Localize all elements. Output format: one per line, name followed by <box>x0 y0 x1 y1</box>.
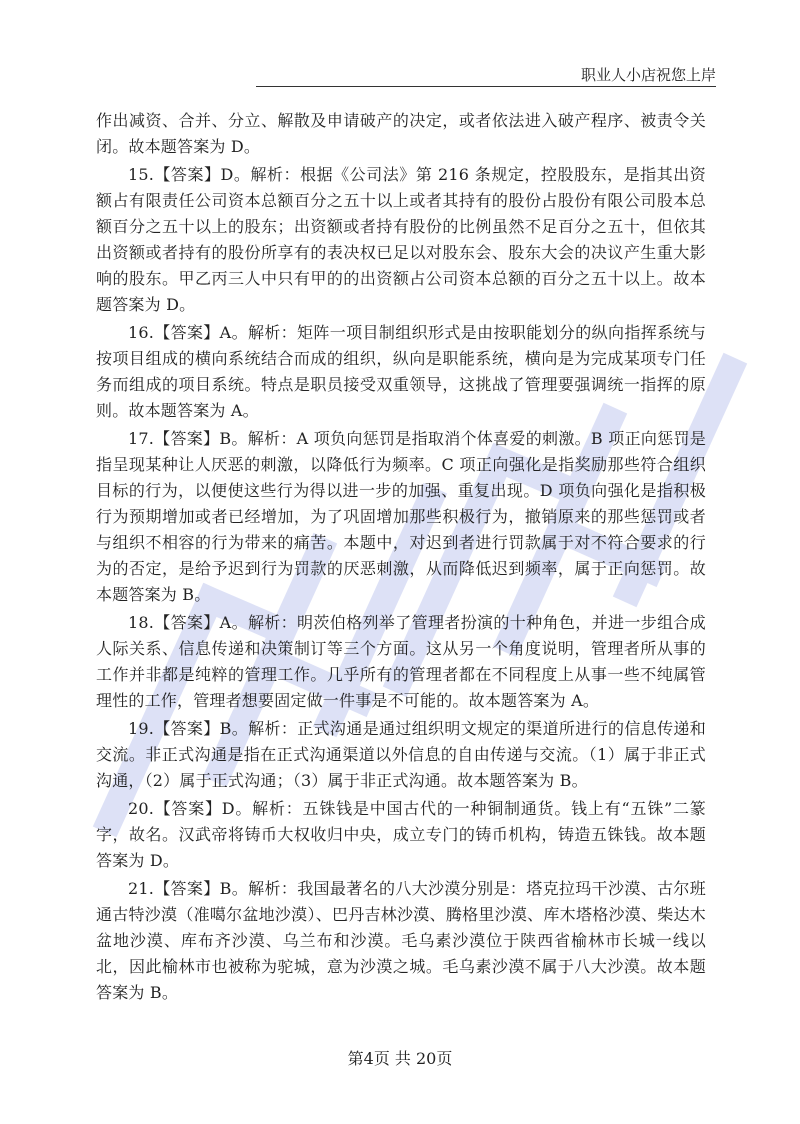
answer-21: 21.【答案】B。解析：我国最著名的八大沙漠分别是：塔克拉玛干沙漠、古尔班通古特沙漠（准噶尔盆地沙漠）、巴丹吉林沙漠、腾格里沙漠、库木塔格沙漠、柴达木盆地沙漠、库布齐沙漠、乌兰布和沙漠。毛乌素沙漠位于陕西省榆林市长城一线以北，因此榆林市也被称为驼城，意为沙漠之城。毛乌素沙漠不属于八大沙漠。故本题答案为 B。 <box>96 879 706 1002</box>
header-title: 职业人小店祝您上岸 <box>580 66 716 84</box>
answer-20: 20.【答案】D。解析：五铢钱是中国古代的一种铜制通货。钱上有“五铢”二篆字，故名。汉武帝将铸币大权收归中央，成立专门的铸币机构，铸造五铢钱。故本题答案为 D。 <box>96 799 706 870</box>
answer-content <box>96 108 706 1008</box>
answer-16: 16.【答案】A。解析：矩阵一项目制组织形式是由按职能划分的纵向指挥系统与按项目组成的横向系统结合而成的组织，纵向是职能系统，横向是为完成某项专门任务而组成的项目系统。特点是职员接受双重领导，这挑战了管理要强调统一指挥的原则。故本题答案为 A。 <box>96 323 706 420</box>
page-number: 第4页 共 20页 <box>347 1049 453 1068</box>
answer-15: 15.【答案】D。解析：根据《公司法》第 216 条规定，控股股东，是指其出资额占有限责任公司资本总额百分之五十以上或者其持有的股份占股份有限公司股本总额百分之五十以上的股东；出资额或者持有股份的比例虽然不足百分之五十，但依其出资额或者持有的股份所享有的表决权已足以对股东会、股东大会的决议产生重大影响的股东。甲乙丙三人中只有甲的的出资额占公司资本总额的百分之五十以上。故本题答案为 D。 <box>96 165 706 314</box>
answer-17: 17.【答案】B。解析：A 项负向惩罚是指取消个体喜爱的刺激。B 项正向惩罚是指呈现某种让人厌恶的刺激，以降低行为频率。C 项正向强化是指奖励那些符合组织目标的行为，以便使这些行为得以进一步的加强、重复出现。D 项负向强化是指积极行为预期增加或者已经增加，为了巩固增加那些积极行为，撤销原来的那些惩罚或者与组织不相容的行为带来的痛苦。本题中，对迟到者进行罚款属于对不符合要求的行为的否定，是给予迟到行为罚款的厌恶刺激，从而降低迟到频率，属于正向惩罚。故本题答案为 B。 <box>96 429 706 604</box>
header-rule <box>256 86 716 87</box>
answer-19: 19.【答案】B。解析：正式沟通是通过组织明文规定的渠道所进行的信息传递和交流。非正式沟通是指在正式沟通渠道以外信息的自由传递与交流。（1）属于非正式沟通，（2）属于正式沟通；（3）属于非正式沟通。故本题答案为 B。 <box>96 719 706 790</box>
answer-18: 18.【答案】A。解析：明茨伯格列举了管理者扮演的十种角色，并进一步组合成人际关系、信息传递和决策制订等三个方面。这从另一个角度说明，管理者所从事的工作并非都是纯粹的管理工作。几乎所有的管理者都在不同程度上从事一些不纯属管理性的工作，管理者想要固定做一件事是不可能的。故本题答案为 A。 <box>96 613 706 710</box>
intro-paragraph: 作出减资、合并、分立、解散及申请破产的决定，或者依法进入破产程序、被责令关闭。故本题答案为 D。 <box>96 111 706 156</box>
